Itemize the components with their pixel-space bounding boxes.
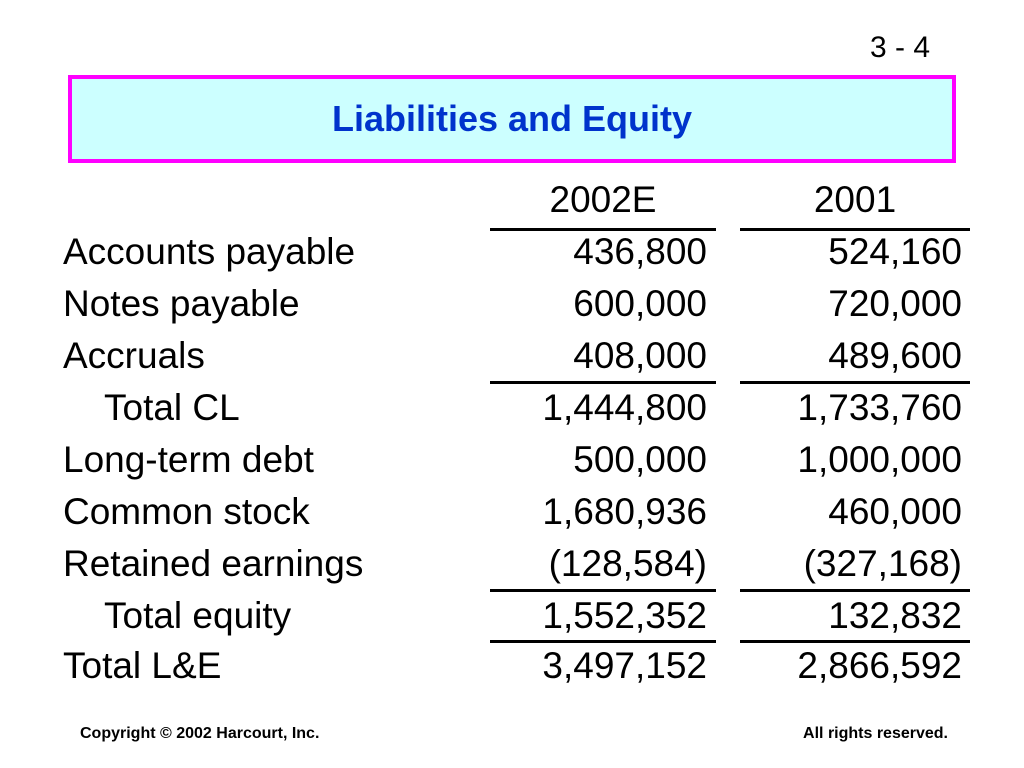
- value-2002e: 1,680,936: [542, 491, 707, 532]
- value-2001: 524,160: [828, 231, 962, 272]
- table-row-common-stock: [0, 490, 1024, 542]
- value-2002e: 500,000: [573, 439, 707, 480]
- subtotal-rule-2001: [740, 381, 970, 384]
- column-header-2001: 2001: [813, 179, 897, 220]
- row-label: Total CL: [104, 387, 240, 428]
- row-label: Total equity: [104, 595, 292, 636]
- value-2001: 460,000: [828, 491, 962, 532]
- subtotal-rule-2001: [740, 589, 970, 592]
- value-2001: 132,832: [828, 595, 962, 636]
- value-2002e: (128,584): [548, 543, 707, 584]
- total-rule-2002e: [490, 640, 716, 643]
- value-2002e: 1,444,800: [542, 387, 707, 428]
- value-2001: 1,733,760: [797, 387, 962, 428]
- subtotal-rule-2002e: [490, 589, 716, 592]
- row-label: Total L&E: [63, 645, 222, 686]
- table-row-accounts-payable: [0, 230, 1024, 282]
- row-label: Retained earnings: [63, 543, 364, 584]
- value-2002e: 600,000: [573, 283, 707, 324]
- row-label: Accounts payable: [63, 231, 356, 272]
- row-label: Accruals: [63, 335, 205, 376]
- value-2001: 489,600: [828, 335, 962, 376]
- value-2001: 2,866,592: [797, 645, 962, 686]
- footer-rights: All rights reserved.: [803, 725, 948, 742]
- subtotal-rule-2002e: [490, 381, 716, 384]
- value-2002e: 408,000: [573, 335, 707, 376]
- table-row-total-cl: [0, 386, 1024, 438]
- table-row-long-term-debt: [0, 438, 1024, 490]
- value-2001: 720,000: [828, 283, 962, 324]
- column-header-2002e: 2002E: [549, 179, 657, 220]
- value-2002e: 1,552,352: [542, 595, 707, 636]
- table-row-total-equity: [0, 594, 1024, 646]
- slide-number: 3 - 4: [869, 31, 930, 64]
- row-label: Notes payable: [63, 283, 300, 324]
- footer-copyright: Copyright © 2002 Harcourt, Inc.: [80, 725, 320, 742]
- total-rule-2001: [740, 640, 970, 643]
- row-label: Common stock: [63, 491, 310, 532]
- table-row-accruals: [0, 334, 1024, 386]
- value-2002e: 436,800: [573, 231, 707, 272]
- table-row-total-le: [0, 644, 1024, 696]
- slide-title: Liabilities and Equity: [331, 98, 693, 139]
- table-row-retained-earnings: [0, 542, 1024, 594]
- table-row-notes-payable: [0, 282, 1024, 334]
- value-2001: 1,000,000: [797, 439, 962, 480]
- row-label: Long-term debt: [63, 439, 314, 480]
- value-2002e: 3,497,152: [542, 645, 707, 686]
- value-2001: (327,168): [803, 543, 962, 584]
